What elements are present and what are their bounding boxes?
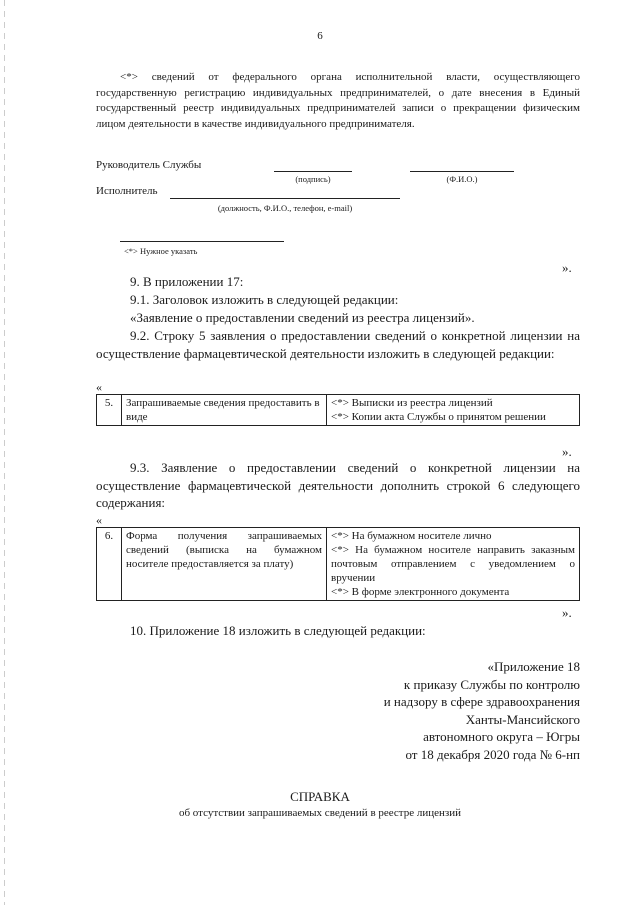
appendix-line: автономного округа – Югры (423, 729, 580, 744)
page-number: 6 (317, 30, 323, 42)
quote-close-2: ». (562, 444, 572, 459)
document-subtitle: об отсутствии запрашиваемых сведений в реестре лицензий (178, 807, 462, 819)
section9-item-9-1: 9.1. Заголовок изложить в следующей редакции: (130, 292, 399, 307)
fio-caption: (Ф.И.О.) (446, 174, 478, 184)
row-options (327, 528, 580, 601)
option-item: <*> На бумажном носителе направить заказным почтовым отправлением с уведомлением о вручении (331, 544, 575, 584)
option-item: <*> На бумажном носителе лично (331, 530, 492, 542)
appendix-line: «Приложение 18 (487, 659, 580, 674)
section10-heading: 10. Приложение 18 изложить в следующей редакции: (130, 623, 426, 638)
executor-label: Исполнитель (96, 185, 158, 197)
section9-item-9-2: 9.2. Строку 5 заявления о предоставлении сведений о конкретной лицензии на осуществление фармацевтической деятельности изложить в следующей редакции: (96, 328, 580, 361)
option-item: <*> В форме электронного документа (331, 586, 510, 598)
section9-item-9-1-text: «Заявление о предоставлении сведений из реестра лицензий». (130, 310, 475, 325)
section9-heading: 9. В приложении 17: (130, 274, 244, 289)
quote-open-2: « (96, 513, 102, 527)
footnote-separator (120, 241, 284, 242)
section9-item-9-3: 9.3. Заявление о предоставлении сведений о конкретной лицензии на осуществление фармацевтической деятельности дополнить строкой 6 следующего содержания: (96, 460, 580, 510)
footnote-note: <*> Нужное указать (124, 246, 198, 256)
table-row-5 (96, 394, 580, 426)
document-title: СПРАВКА (290, 789, 350, 804)
appendix-header (280, 658, 580, 763)
row-number: 5. (97, 395, 122, 426)
quote-close-3: ». (562, 605, 572, 620)
signature-caption: (подпись) (295, 174, 331, 184)
appendix-line: и надзору в сфере здравоохранения (383, 694, 580, 709)
row-number: 6. (97, 528, 122, 601)
quote-open-1: « (96, 380, 102, 394)
appendix-line: к приказу Службы по контролю (403, 676, 580, 692)
option-item: <*> Копии акта Службы о принятом решении (331, 411, 546, 423)
footnote-paragraph: <*> сведений от федерального органа исполнительной власти, осуществляющего государственную регистрацию индивидуальных предпринимателей, о дате внесения в Единый государственный реестр индивидуальных предпринимателей записи о прекращении физическим лицом деятельности в качестве индивидуального предпринимателя. (96, 71, 580, 130)
executor-caption: (должность, Ф.И.О., телефон, e-mail) (217, 203, 353, 213)
fio-line (410, 171, 514, 172)
signature-line (274, 171, 352, 172)
option-item: <*> Выписки из реестра лицензий (331, 397, 493, 409)
executor-line (170, 198, 400, 199)
row-options (327, 395, 580, 426)
row-label: Форма получения запрашиваемых сведений (выписка на бумажном носителе предоставляется за плату) (122, 528, 327, 601)
appendix-line: Ханты-Мансийского (465, 711, 580, 727)
appendix-line: от 18 декабря 2020 года № 6-нп (405, 746, 580, 762)
row-label: Запрашиваемые сведения предоставить в виде (122, 395, 327, 426)
head-label: Руководитель Службы (96, 159, 202, 171)
scan-edge (4, 0, 5, 905)
quote-close-1: ». (562, 260, 572, 275)
table-row-6 (96, 527, 580, 601)
